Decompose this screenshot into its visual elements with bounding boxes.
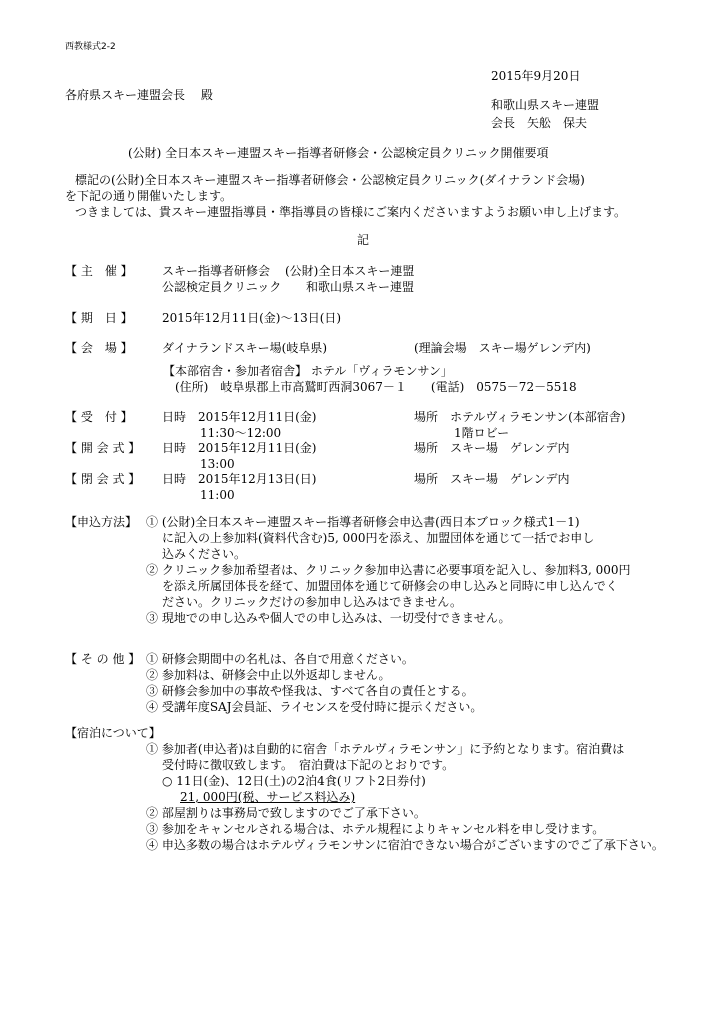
sender-org: 和歌山県スキー連盟 [491,98,600,112]
application-line: ① (公財)全日本スキー連盟スキー指導者研修会申込書(西日本ブロック様式1－1) [146,515,580,529]
lodging-label: 【宿泊について】 [65,726,161,740]
lodging-line: ① 参加者(申込者)は自動的に宿舎「ホテルヴィラモンサン」に予約となります。宿泊費は [146,742,625,756]
sender-name: 会長 矢舩 保夫 [491,116,588,130]
closing-time: 11:00 [200,488,235,502]
application-line: ② クリニック参加希望者は、クリニック参加申込書に必要事項を記入し、参加料3, 000円 [146,563,631,577]
lodging-line: ○ 11日(金)、12日(土)の2泊4食(リフト2日券付) [162,774,426,788]
application-line: に記入の上参加料(資料代含む)5, 000円を添え、加盟団体を通じて一括でお申し [162,531,595,545]
other-label: 【 そ の 他 】 [65,652,141,666]
lodging-price: 21, 000円(税、サービス料込み) [180,790,356,804]
period-value: 2015年12月11日(金)～13日(日) [162,311,342,325]
lodging-line: ③ 参加をキャンセルされる場合は、ホテル規程によりキャンセル料を申し受けます。 [146,822,605,836]
closing-place: 場所 スキー場 ゲレンデ内 [414,472,570,486]
application-line: 込みください。 [162,547,247,561]
organizer-event-2: 公認検定員クリニック [162,280,282,294]
closing-date: 日時 2015年12月13日(日) [162,472,317,486]
addressee: 各府県スキー連盟会長 殿 [65,88,213,102]
application-label: 【申込方法】 [65,515,138,529]
organizer-org-2: 和歌山県スキー連盟 [306,280,415,294]
organizer-org-1: (公財)全日本スキー連盟 [285,264,415,278]
venue-label: 【 会 場 】 [65,341,133,355]
intro-line-2: を下記の通り開催いたします。 [65,189,233,203]
application-line: を添え所属団体長を経て、加盟団体を通じて研修会の申し込みと同時に申し込んでく [162,579,618,593]
opening-time: 13:00 [200,457,235,471]
reception-place-2: 1階ロビー [454,426,510,440]
intro-line-3: つきましては、貴スキー連盟指導員・準指導員の皆様にご案内くださいますようお願い申し上げます。 [75,205,627,219]
venue-value: ダイナランドスキー場(岐阜県) [162,341,328,355]
document-title: (公財) 全日本スキー連盟スキー指導者研修会・公認検定員クリニック開催要項 [128,146,549,160]
application-line: ③ 現地での申し込みや個人での申し込みは、一切受付できません。 [146,611,511,625]
ki-heading: 記 [357,233,370,247]
reception-time: 11:30～12:00 [200,426,282,440]
other-line: ① 研修会期間中の名札は、各自で用意ください。 [146,652,414,666]
lodging-line: ② 部屋割りは事務局で致しますのでご了承下さい。 [146,806,426,820]
issue-date: 2015年9月20日 [491,69,581,83]
organizer-event-1: スキー指導者研修会 [162,264,271,278]
lodging-line: ④ 申込多数の場合はホテルヴィラモンサンに宿泊できない場合がございますのでご了承下さい。 [146,838,664,852]
opening-place: 場所 スキー場 ゲレンデ内 [414,441,570,455]
lodging-line: 受付時に徴収致します。 宿泊費は下記のとおりです。 [162,758,455,772]
opening-label: 【 開 会 式 】 [65,441,141,455]
other-line: ② 参加料は、研修会中止以外返却しません。 [146,668,391,682]
application-line: ださい。クリニックだけの参加申し込みはできません。 [162,595,463,609]
organizer-label: 【 主 催 】 [65,264,133,278]
venue-theory: (理論会場 スキー場ゲレンデ内) [414,341,591,355]
opening-date: 日時 2015年12月11日(金) [162,441,317,455]
venue-hotel: 【本部宿舎・参加者宿舎】 ホテル「ヴィラモンサン」 [163,364,453,378]
reception-label: 【 受 付 】 [65,410,133,424]
form-number: 西教様式2-2 [65,42,116,52]
venue-address: (住所) 岐阜県郡上市高鷲町西洞3067－１ (電話) 0575－72－5518 [175,380,577,394]
period-label: 【 期 日 】 [65,311,133,325]
intro-line-1: 標記の(公財)全日本スキー連盟スキー指導者研修会・公認検定員クリニック(ダイナランド会場) [75,173,585,187]
other-line: ③ 研修会参加中の事故や怪我は、すべて各自の責任とする。 [146,684,474,698]
closing-label: 【 閉 会 式 】 [65,472,141,486]
other-line: ④ 受講年度SAJ会員証、ライセンスを受付時に提示ください。 [146,700,483,714]
reception-place: 場所 ホテルヴィラモンサン(本部宿舎) [414,410,626,424]
reception-date: 日時 2015年12月11日(金) [162,410,317,424]
